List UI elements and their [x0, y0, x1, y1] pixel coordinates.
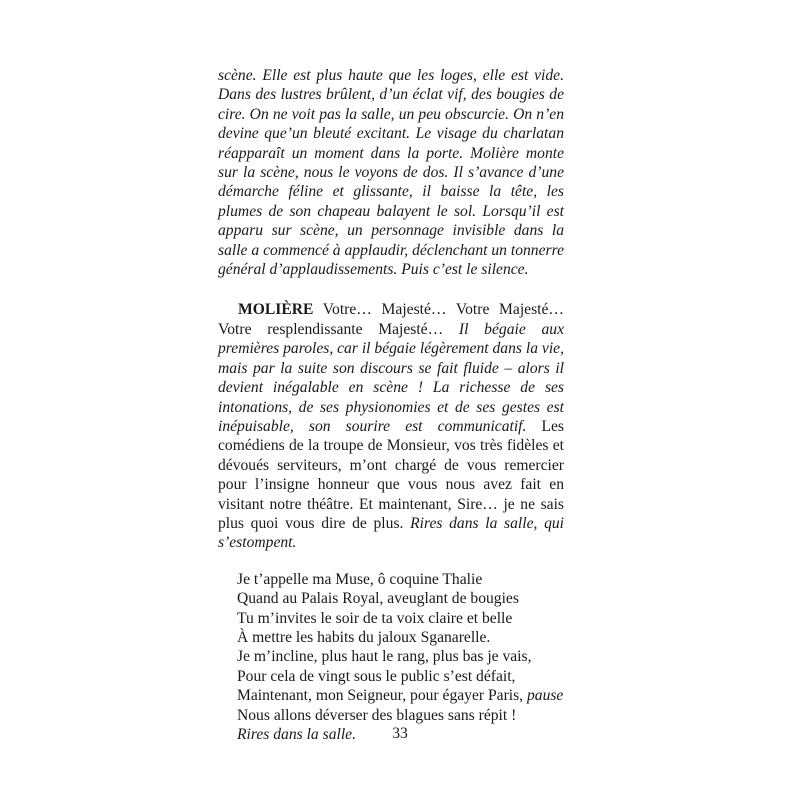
page-number: 33	[392, 725, 408, 742]
verse-line: Tu m’invites le soir de ta voix claire et belle	[237, 609, 513, 627]
speaker-name: MOLIÈRE	[238, 301, 314, 319]
speech-moliere	[218, 300, 564, 552]
verse-line: Je m’incline, plus haut le rang, plus bas je vais,	[237, 648, 532, 666]
verse-line: Pour cela de vingt sous le public s’est défait,	[237, 667, 516, 685]
text-column	[218, 66, 564, 744]
stage-direction-inline-2: Rires dans la salle, qui s’estompent.	[218, 514, 565, 552]
verse-block	[218, 570, 564, 745]
verse-pause-direction: pause	[526, 687, 564, 705]
verse-line: Quand au Palais Royal, aveuglant de bougies	[237, 590, 519, 608]
speech-text-2: Les comédiens de la troupe de Monsieur, vos très fidèles et dévoués serviteurs, m’ont chargé de vous remercier pour l’insigne honneur que vous nous avez fait en visitant notre théâtre. Et maintenant, Sire… je ne sais plus quoi vous dire de plus.	[218, 417, 564, 532]
verse-line	[237, 686, 564, 705]
speech-text-1: Votre… Majesté… Votre Majesté… Votre resplendissante Majesté…	[218, 301, 564, 338]
verse-line: Je t’appelle ma Muse, ô coquine Thalie	[237, 570, 483, 588]
verse-line: À mettre les habits du jaloux Sganarelle.	[237, 628, 491, 646]
stage-direction-opening: scène. Elle est plus haute que les loges, elle est vide. Dans des lustres brûlent, d’un éclat vif, des bougies de cire. On ne voit pas la salle, un peu obscurcie. On n’en devine que’un bleuté excitant. Le visage du charlatan réapparaît un moment dans la porte. Molière monte sur la scène, nous le voyons de dos. Il s’avance d’une démarche féline et glissante, il baisse la tête, les plumes de son chapeau balayent le sol. Lorsqu’il est apparu sur scène, un personnage invisible dans la salle a commencé à applaudir, déclenchant un tonnerre général d’applaudissements. Puis c’est le silence.	[218, 67, 564, 279]
verse-line: Nous allons déverser des blagues sans répit !	[237, 706, 517, 724]
verse-line-text: Maintenant, mon Seigneur, pour égayer Paris,	[237, 687, 524, 705]
verse-stage-direction: Rires dans la salle.	[237, 726, 356, 743]
stage-direction-inline-1: Il bégaie aux premières paroles, car il bégaie légèrement dans la vie, mais par la suite son discours se fait fluide – alors il devient inégalable en scène ! La richesse de ses intonations, de ses physionomies et de ses gestes est inépuisable, son sourire est communicatif.	[218, 320, 564, 435]
